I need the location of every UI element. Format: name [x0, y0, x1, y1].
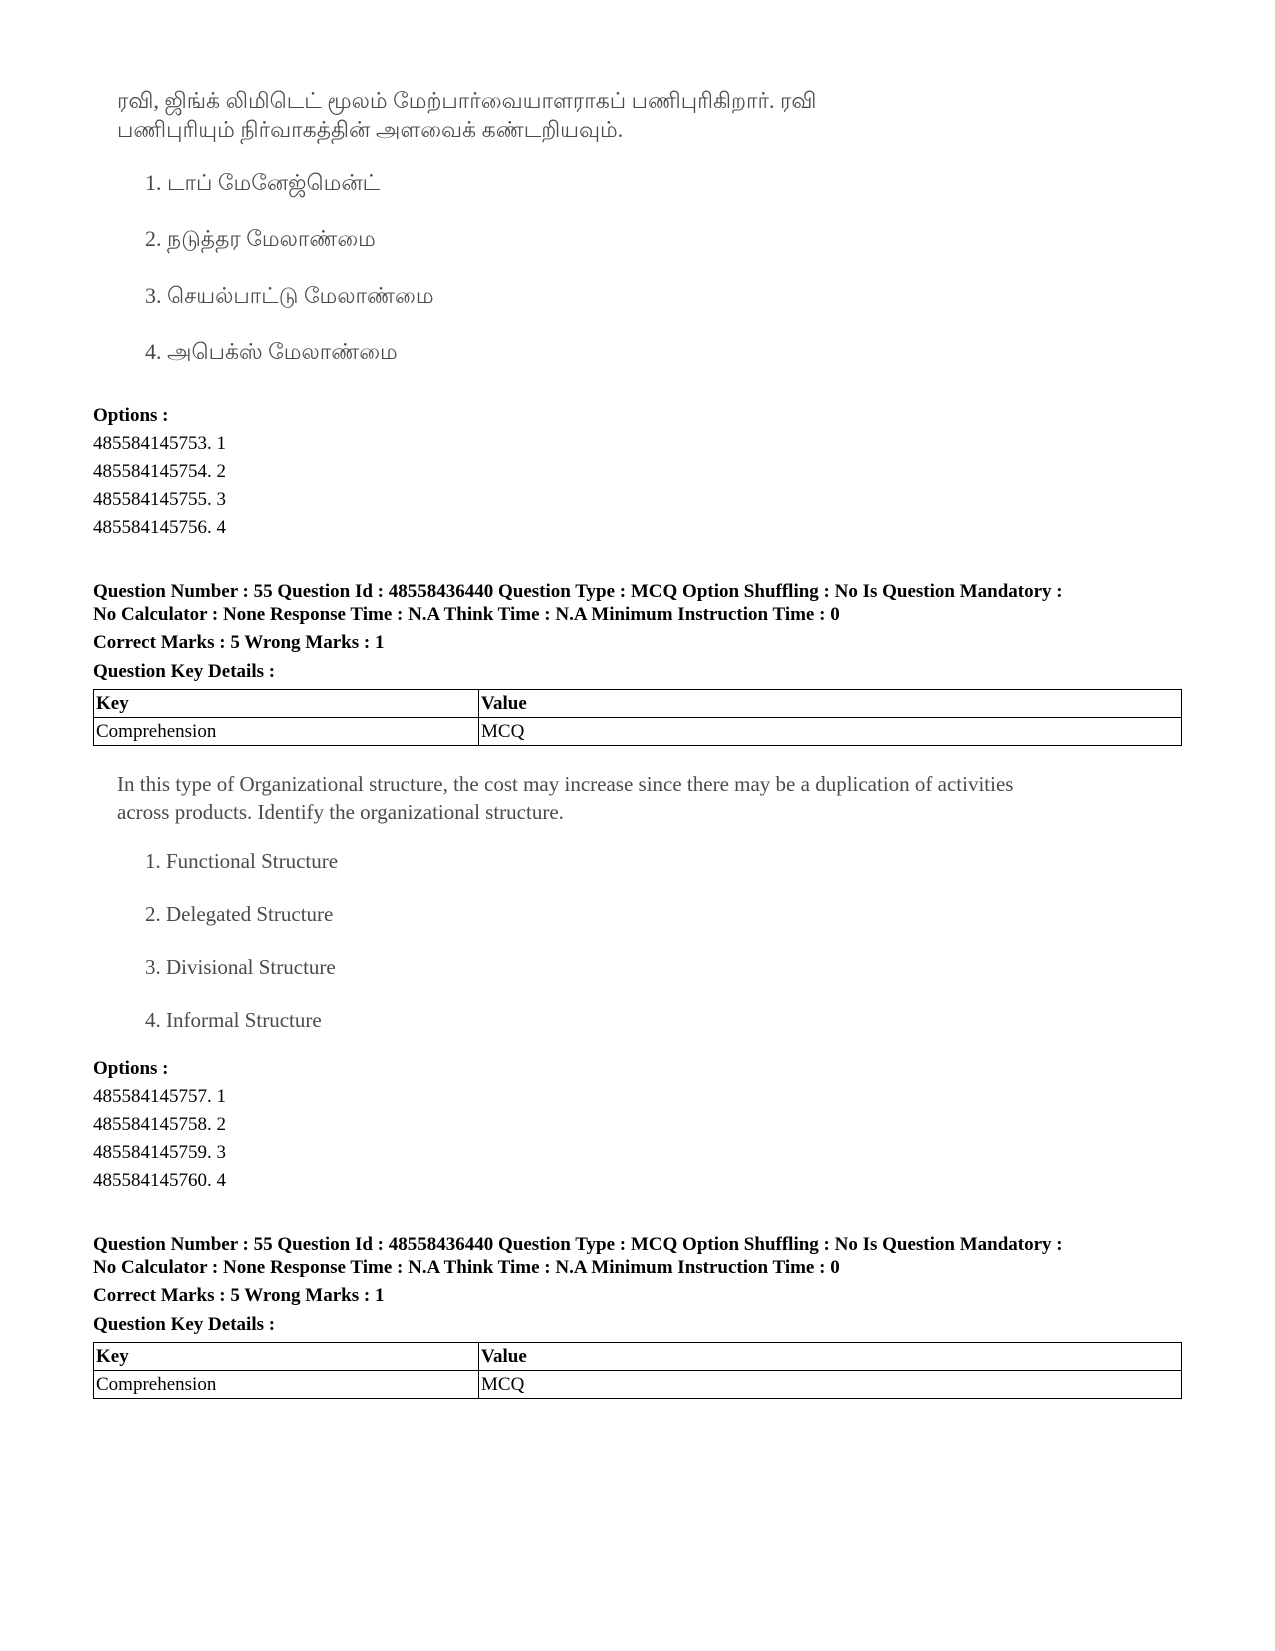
- table-cell-key: Comprehension: [94, 1371, 479, 1399]
- table-row: [94, 1371, 1182, 1399]
- key-details-table: [93, 1342, 1182, 1399]
- key-details-label: Question Key Details :: [93, 1314, 276, 1335]
- question-image-tamil: [93, 78, 1093, 388]
- question-choice: 4. அபெக்ஸ் மேலாண்மை: [145, 339, 398, 364]
- question-choice: 4. Informal Structure: [145, 1008, 322, 1032]
- marks-line: Correct Marks : 5 Wrong Marks : 1: [93, 632, 385, 653]
- marks-line: Correct Marks : 5 Wrong Marks : 1: [93, 1285, 385, 1306]
- option-id: 485584145760. 4: [93, 1170, 226, 1191]
- question-stem-line: ரவி, ஜிங்க் லிமிடெட் மூலம் மேற்பார்வையாளராகப் பணிபுரிகிறார். ரவி: [117, 88, 817, 113]
- table-header-row: [94, 1343, 1182, 1371]
- key-details-table: [93, 689, 1182, 746]
- question-choice: 3. Divisional Structure: [145, 955, 336, 979]
- table-cell-value: MCQ: [479, 718, 1182, 746]
- question-choice: 3. செயல்பாட்டு மேலாண்மை: [145, 283, 434, 308]
- question-meta-line: Question Number : 55 Question Id : 48558436440 Question Type : MCQ Option Shuffling : No Is Question Mandatory :: [93, 581, 1063, 602]
- table-cell-value: MCQ: [479, 1371, 1182, 1399]
- table-header-value: Value: [479, 1343, 1182, 1371]
- options-label: Options :: [93, 405, 169, 426]
- question-meta-line: Question Number : 55 Question Id : 48558436440 Question Type : MCQ Option Shuffling : No Is Question Mandatory :: [93, 1234, 1063, 1255]
- table-header-key: Key: [94, 690, 479, 718]
- question-meta-line: No Calculator : None Response Time : N.A Think Time : N.A Minimum Instruction Time : 0: [93, 604, 840, 625]
- question-choice: 2. நடுத்தர மேலாண்மை: [145, 226, 376, 251]
- question-stem-line: across products. Identify the organizational structure.: [117, 800, 564, 824]
- option-id: 485584145754. 2: [93, 461, 226, 482]
- options-label: Options :: [93, 1058, 169, 1079]
- question-image-english: [93, 770, 1153, 1070]
- table-row: [94, 718, 1182, 746]
- table-header-row: [94, 690, 1182, 718]
- table-cell-key: Comprehension: [94, 718, 479, 746]
- option-id: 485584145753. 1: [93, 433, 226, 454]
- option-id: 485584145755. 3: [93, 489, 226, 510]
- option-id: 485584145759. 3: [93, 1142, 226, 1163]
- table-header-key: Key: [94, 1343, 479, 1371]
- question-meta-line: No Calculator : None Response Time : N.A Think Time : N.A Minimum Instruction Time : 0: [93, 1257, 840, 1278]
- option-id: 485584145758. 2: [93, 1114, 226, 1135]
- option-id: 485584145756. 4: [93, 517, 226, 538]
- question-stem-line: பணிபுரியும் நிர்வாகத்தின் அளவைக் கண்டறியவும்.: [117, 117, 624, 142]
- question-stem-line: In this type of Organizational structure, the cost may increase since there may be a duplication of activities: [117, 772, 1014, 796]
- question-choice: 1. டாப் மேனேஜ்மென்ட்: [145, 170, 381, 195]
- question-choice: 1. Functional Structure: [145, 849, 339, 873]
- table-header-value: Value: [479, 690, 1182, 718]
- key-details-label: Question Key Details :: [93, 661, 276, 682]
- question-choice: 2. Delegated Structure: [145, 902, 334, 926]
- option-id: 485584145757. 1: [93, 1086, 226, 1107]
